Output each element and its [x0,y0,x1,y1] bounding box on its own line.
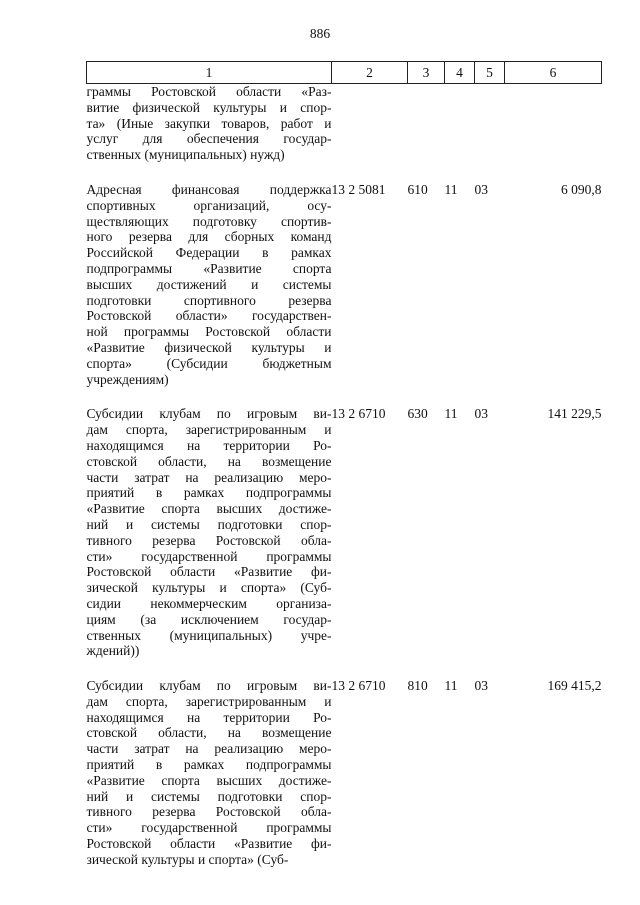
description-line: витие физической культуры и спор- [86,99,332,115]
amount: 169 415,2 [547,678,602,694]
description-line: граммы Ростовской области «Раз- [86,84,332,99]
description-line: стовской области, на возмещение [86,453,332,469]
description-line: находящимся на территории Ро- [86,709,332,725]
column-header: 1 [87,62,332,84]
description-line: ной программы Ростовской области [86,324,332,340]
subsection-code [475,84,505,163]
description-line: приятий в рамках подпрограммы [86,485,332,501]
subsection-code: 03 [474,406,488,422]
target-article-code [332,84,408,163]
table-header-row [87,62,602,84]
expense-type-code: 610 [407,181,428,197]
section-code: 11 [444,406,458,422]
description-line: Ростовской области «Развитие фи- [86,836,332,852]
description-line: «Развитие спорта высших достиже- [86,501,332,517]
description-line: Ростовской области» государствен- [86,308,332,324]
row-spacer [87,387,602,406]
table-body [87,84,602,868]
section-code [445,84,475,163]
table-row [87,406,602,659]
description-line: подготовки спортивного резерва [86,292,332,308]
description-line: спортивных организаций, осу- [86,197,332,213]
row-spacer [87,659,602,678]
description-line: та» (Иные закупки товаров, работ и [86,115,332,131]
description-line: Субсидии клубам по игровым ви- [86,406,332,422]
table-row [87,84,602,163]
column-header: 6 [505,62,602,84]
target-article-code: 13 2 6710 [331,406,386,422]
amount: 141 229,5 [547,406,602,422]
table-row [87,182,602,387]
description-line: Адресная финансовая поддержка [86,181,332,197]
description-line: сидии некоммерческим организа- [86,595,332,611]
description-line: Ростовской области «Развитие фи- [86,564,332,580]
amount [505,84,602,163]
description-line: тивного резерва Ростовской обла- [86,532,332,548]
page-number: 886 [309,26,331,41]
column-header: 4 [445,62,475,84]
description-line: сти» государственной программы [86,548,332,564]
target-article-code: 13 2 6710 [331,678,386,694]
description-line: зической культуры и спорта» (Суб- [86,580,332,596]
description-line: сти» государственной программы [86,820,332,836]
description-line: ждений)) [86,643,140,659]
description-line: учреждениям) [86,371,169,387]
column-header: 3 [408,62,445,84]
expense-type-code: 810 [407,678,428,694]
description-line: «Развитие физической культуры и [86,339,332,355]
description-line: ственных (муниципальных) нужд) [86,147,285,163]
description-line: ственных (муниципальных) учре- [86,627,332,643]
description-line: приятий в рамках подпрограммы [86,757,332,773]
description-line: ного резерва для сборных команд [86,229,332,245]
description-line: зической культуры и спорта» (Суб- [86,851,289,867]
expense-description [87,406,332,659]
description-line: ний и системы подготовки спор- [86,516,332,532]
description-line: «Развитие спорта высших достиже- [86,772,332,788]
description-line: циям (за исключением государ- [86,611,332,627]
description-line: спорта» (Субсидии бюджетным [86,355,332,371]
description-line: дам спорта, зарегистрированным и [86,422,332,438]
column-header: 2 [332,62,408,84]
table-row [87,678,602,868]
expense-description [87,84,332,163]
expense-type-code [408,84,445,163]
description-line: тивного резерва Ростовской обла- [86,804,332,820]
description-line: подпрограммы «Развитие спорта [86,260,332,276]
description-line: находящимся на территории Ро- [86,437,332,453]
target-article-code: 13 2 5081 [331,181,386,197]
description-line: ний и системы подготовки спор- [86,788,332,804]
description-line: услуг для обеспечения государ- [86,131,332,147]
subsection-code: 03 [474,678,488,694]
description-line: Субсидии клубам по игровым ви- [86,678,332,694]
description-line: стовской области, на возмещение [86,725,332,741]
expense-description [87,182,332,387]
row-spacer [87,163,602,182]
section-code: 11 [444,181,458,197]
expense-type-code: 630 [407,406,428,422]
expense-description [87,678,332,868]
column-header: 5 [475,62,505,84]
description-line: дам спорта, зарегистрированным и [86,693,332,709]
section-code: 11 [444,678,458,694]
description-line: ществляющих подготовку спортив- [86,213,332,229]
description-line: высших достижений и системы [86,276,332,292]
description-line: Российской Федерации в рамках [86,245,332,261]
subsection-code: 03 [474,181,488,197]
description-line: части затрат на реализацию меро- [86,469,332,485]
description-line: части затрат на реализацию меро- [86,741,332,757]
amount: 6 090,8 [561,181,602,197]
budget-table [86,61,602,868]
